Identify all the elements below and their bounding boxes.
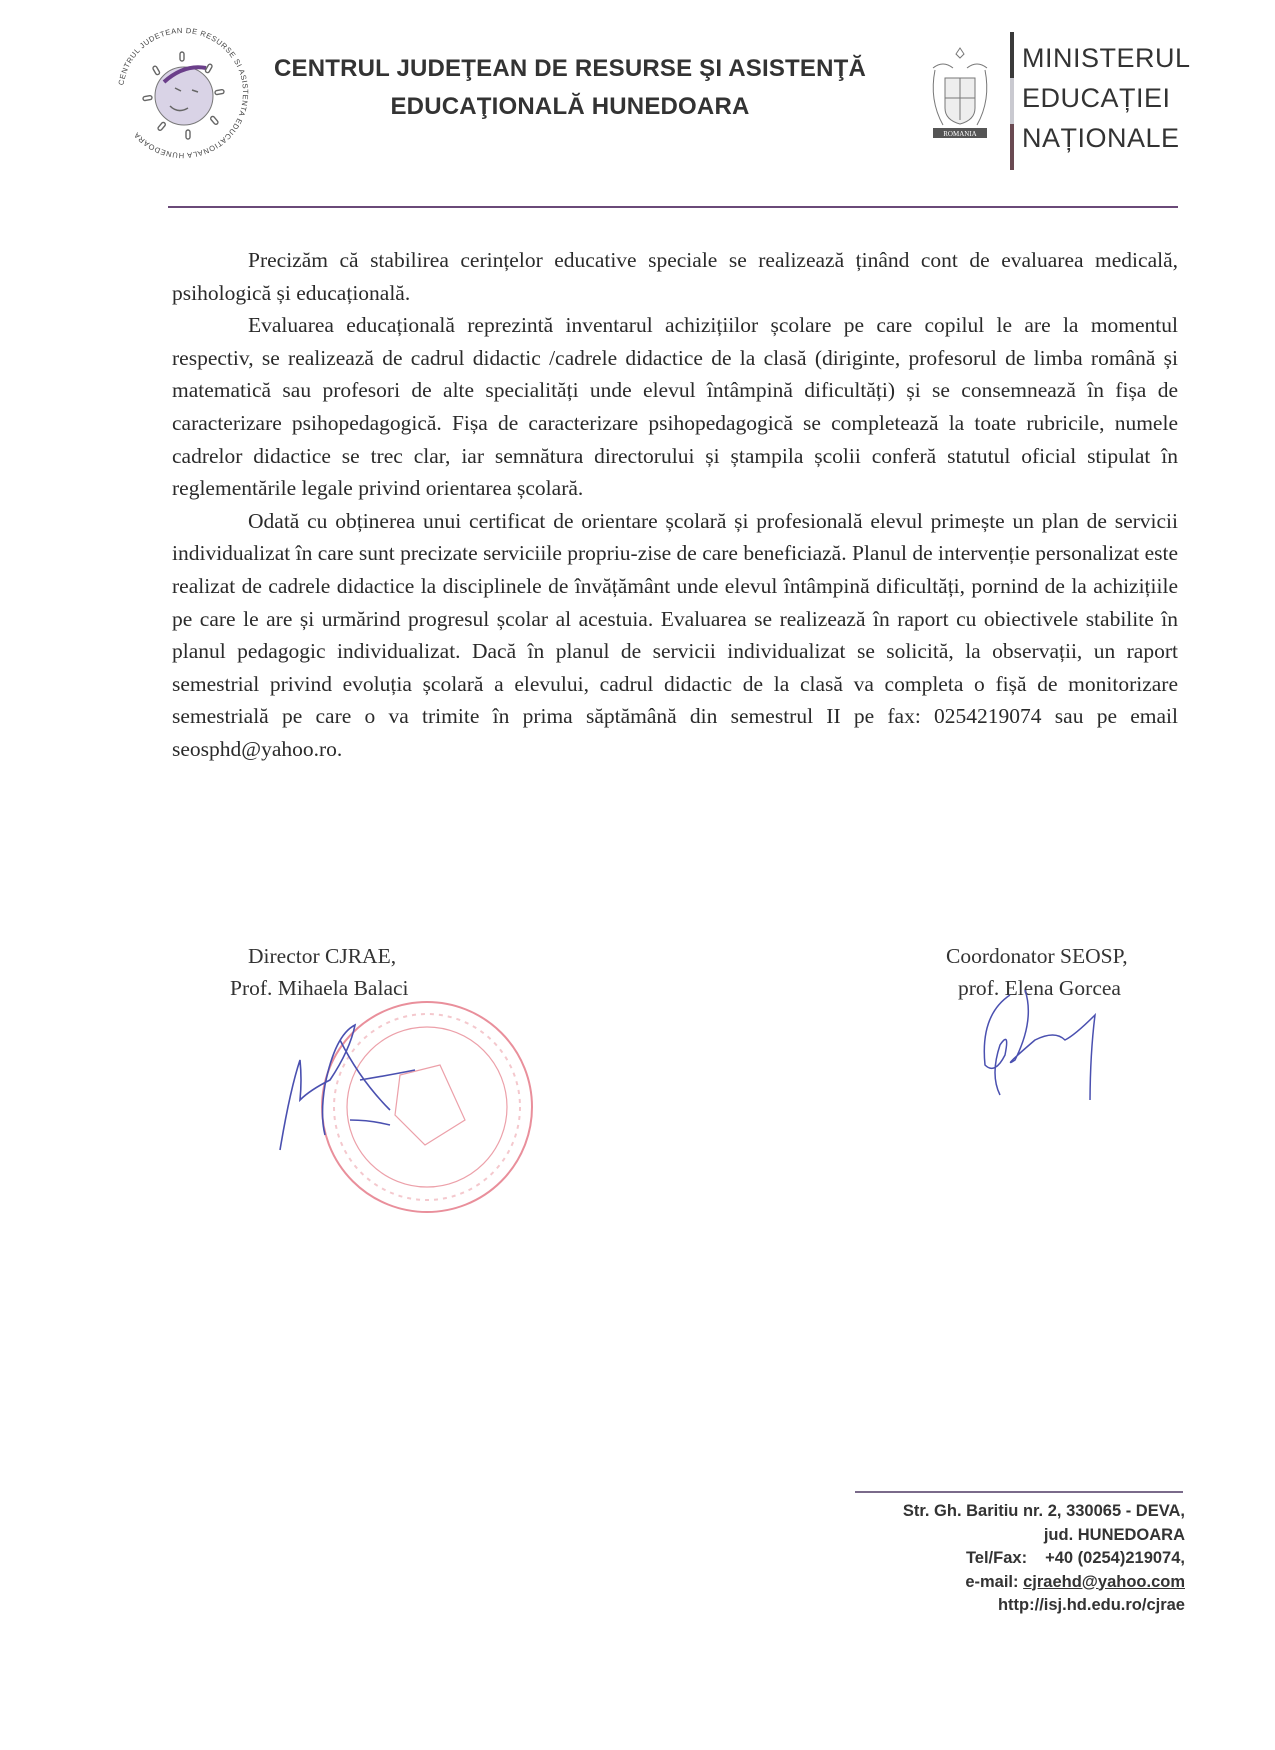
romania-coat-of-arms-icon bbox=[925, 40, 995, 150]
handwritten-signature-icon bbox=[970, 990, 1130, 1100]
ministry-line3: NAȚIONALE bbox=[1022, 123, 1180, 153]
coordinator-name: prof. Elena Gorcea bbox=[958, 976, 1121, 1000]
ministry-line2: EDUCAȚIEI bbox=[1022, 83, 1171, 113]
contact-footer bbox=[820, 1500, 1185, 1618]
header-divider bbox=[168, 206, 1178, 208]
phone-value: +40 (0254)219074, bbox=[1045, 1549, 1185, 1567]
ministry-tricolor-bar bbox=[1010, 32, 1014, 170]
ministry-name bbox=[1022, 38, 1191, 158]
director-signature bbox=[270, 1000, 490, 1160]
coordinator-signature bbox=[970, 990, 1130, 1100]
handwritten-signature-icon bbox=[270, 1000, 490, 1160]
paragraph-3: Odată cu obținerea unui certificat de orientare școlară și profesională elevul primește un plan de servicii individualizat în care sunt precizate serviciile propriu-zise de care beneficiază. Planul de intervenție personalizat este realizat de cadrele didactice la disciplinele de învățământ unde elevul întâmpină dificultăți, pornind de la achizițiile pe care le are și urmărind progresul școlar al acestuia. Evaluarea se realizează în raport cu obiectivele stabilite în planul pedagogic individualizat. Dacă în planul de servicii individualizat se solicită, la observații, un raport semestrial privind evoluția școlară a elevului, cadrul didactic de la clasă va completa o fișă de monitorizare semestrială pe care o va trimite în prima săptămână din semestrul II pe fax: 0254219074 sau pe email seosphd@yahoo.ro. bbox=[172, 508, 1178, 761]
phone-label: Tel/Fax: bbox=[965, 1549, 1028, 1567]
director-role: Director CJRAE, bbox=[248, 944, 397, 968]
director-name: Prof. Mihaela Balaci bbox=[230, 976, 409, 1000]
letter-body bbox=[172, 244, 1178, 766]
email-label: e-mail: bbox=[965, 1572, 1019, 1591]
ministry-line1: MINISTERUL bbox=[1022, 43, 1191, 73]
director-signature-block bbox=[230, 940, 409, 1004]
paragraph-1: Precizăm că stabilirea cerințelor educative speciale se realizează ținând cont de evaluarea medicală, psihologică și educațională. bbox=[172, 248, 1178, 305]
svg-text:ROMANIA: ROMANIA bbox=[943, 130, 977, 138]
institution-title-line1: CENTRUL JUDEŢEAN DE RESURSE ŞI ASISTENŢĂ bbox=[273, 55, 867, 82]
email-link[interactable]: cjraehd@yahoo.com bbox=[1023, 1572, 1185, 1591]
institution-title-line2: EDUCAŢIONALĂ HUNEDOARA bbox=[390, 93, 750, 120]
cjrae-logo bbox=[112, 22, 254, 164]
footer-phone bbox=[820, 1547, 1185, 1571]
coat-of-arms bbox=[925, 40, 995, 150]
footer-county: jud. HUNEDOARA bbox=[1043, 1525, 1185, 1544]
footer-divider bbox=[855, 1491, 1183, 1493]
footer-address: Str. Gh. Baritiu nr. 2, 330065 - DEVA, bbox=[902, 1502, 1185, 1520]
footer-email bbox=[820, 1571, 1185, 1595]
cjrae-sun-logo-icon bbox=[112, 22, 254, 164]
coordinator-role: Coordonator SEOSP, bbox=[946, 944, 1128, 968]
footer-website[interactable]: http://isj.hd.edu.ro/cjrae bbox=[997, 1596, 1185, 1614]
svg-text:CENTRUL JUDETEAN DE RESURSE SI: CENTRUL JUDETEAN DE RESURSE SI ASISTENTA EDUCATIONALA HUNEDOARA bbox=[116, 25, 251, 161]
institution-title bbox=[240, 50, 900, 126]
paragraph-2: Evaluarea educațională reprezintă inventarul achizițiilor școlare pe care copilul le are la momentul respectiv, se realizează de cadrul didactic /cadrele didactice de la clasă (diriginte, profesorul de limba română și matematică sau profesori de alte specialități unde elevul întâmpină dificultăți) și se consemnează în fișa de caracterizare psihopedagogică. Fișa de caracterizare psihopedagogică se completează la toate rubricile, numele cadrelor didactice se trec clar, iar semnătura directorului și ștampila școlii conferă statutul oficial stipulat în reglementările legale privind orientarea școlară. bbox=[172, 313, 1178, 501]
